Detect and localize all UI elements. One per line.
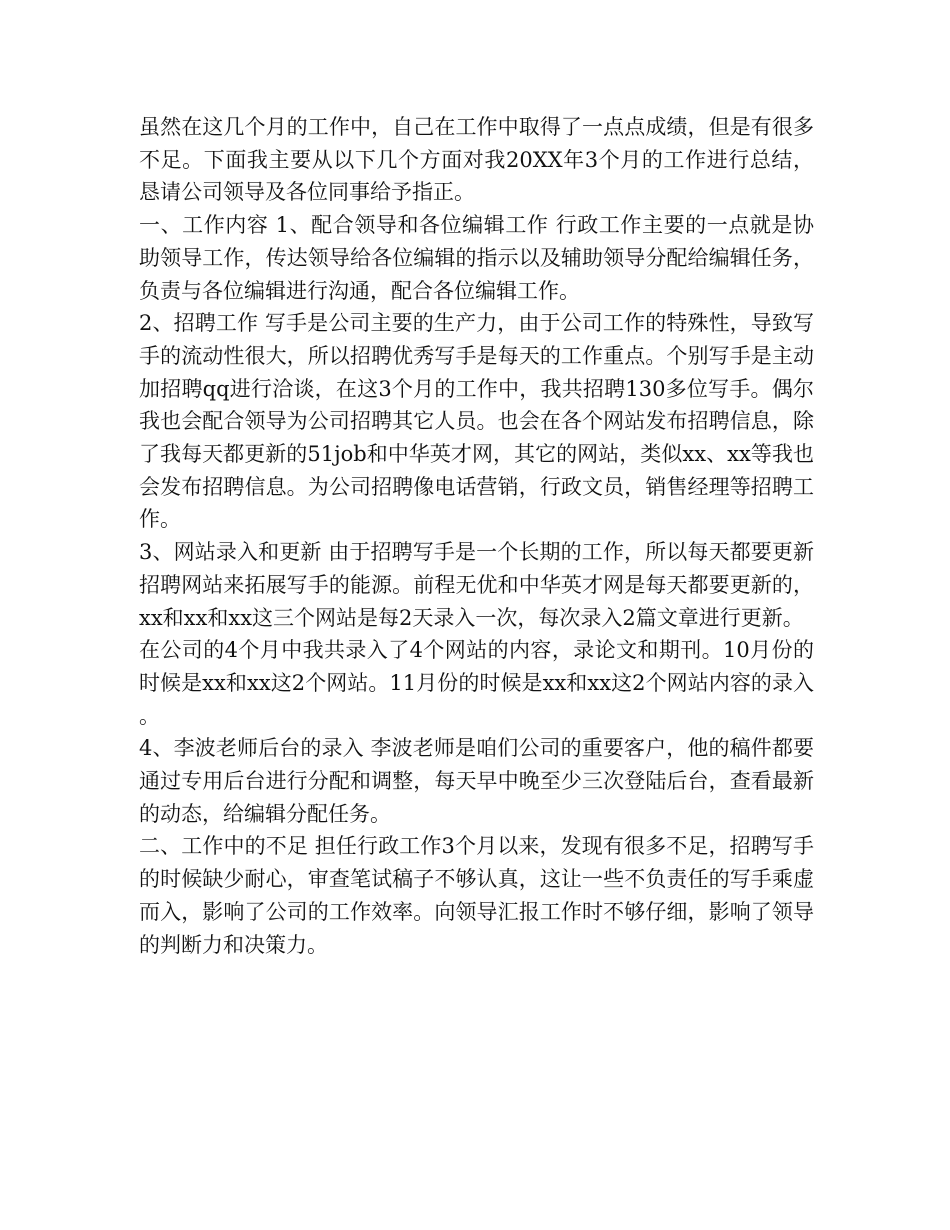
- paragraph-website-content: 在公司的4个月中我共录入了4个网站的内容，录论文和期刊。10月份的时候是xx和xx这2个网站。11月份的时候是xx和xx这2个网站内容的录入。: [139, 638, 814, 728]
- paragraph-work-content: 一、工作内容 1、配合领导和各位编辑工作 行政工作主要的一点就是协助领导工作，传达领导给各位编辑的指示以及辅助领导分配给编辑任务，负责与各位编辑进行沟通，配合各位编辑工作。: [139, 213, 814, 303]
- paragraph-intro: 虽然在这几个月的工作中，自己在工作中取得了一点点成绩，但是有很多不足。下面我主要从以下几个方面对我20XX年3个月的工作进行总结，恳请公司领导及各位同事给予指正。: [139, 115, 814, 205]
- paragraph-shortcomings: 二、工作中的不足 担任行政工作3个月以来，发现有很多不足，招聘写手的时候缺少耐心，审查笔试稿子不够认真，这让一些不负责任的写手乘虚而入，影响了公司的工作效率。向领导汇报工作时不够仔细，影响了领导的判断力和决策力。: [139, 834, 814, 957]
- paragraph-backend-entry: 4、李波老师后台的录入 李波老师是咱们公司的重要客户，他的稿件都要通过专用后台进行分配和调整，每天早中晚至少三次登陆后台，查看最新的动态，给编辑分配任务。: [139, 736, 814, 826]
- paragraph-recruitment: 2、招聘工作 写手是公司主要的生产力，由于公司工作的特殊性，导致写手的流动性很大，所以招聘优秀写手是每天的工作重点。个别写手是主动加招聘qq进行洽谈，在这3个月的工作中，我共招聘130多位写手。偶尔我也会配合领导为公司招聘其它人员。也会在各个网站发布招聘信息，除了我每天都更新的51job和中华英才网，其它的网站，类似xx、xx等我也会发布招聘信息。为公司招聘像电话营销，行政文员，销售经理等招聘工作。: [139, 311, 814, 532]
- paragraph-website-entry: 3、网站录入和更新 由于招聘写手是一个长期的工作，所以每天都要更新招聘网站来拓展写手的能源。前程无优和中华英才网是每天都要更新的，xx和xx和xx这三个网站是每2天录入一次，每次录入2篇文章进行更新。: [139, 540, 814, 630]
- document-body: [139, 111, 814, 961]
